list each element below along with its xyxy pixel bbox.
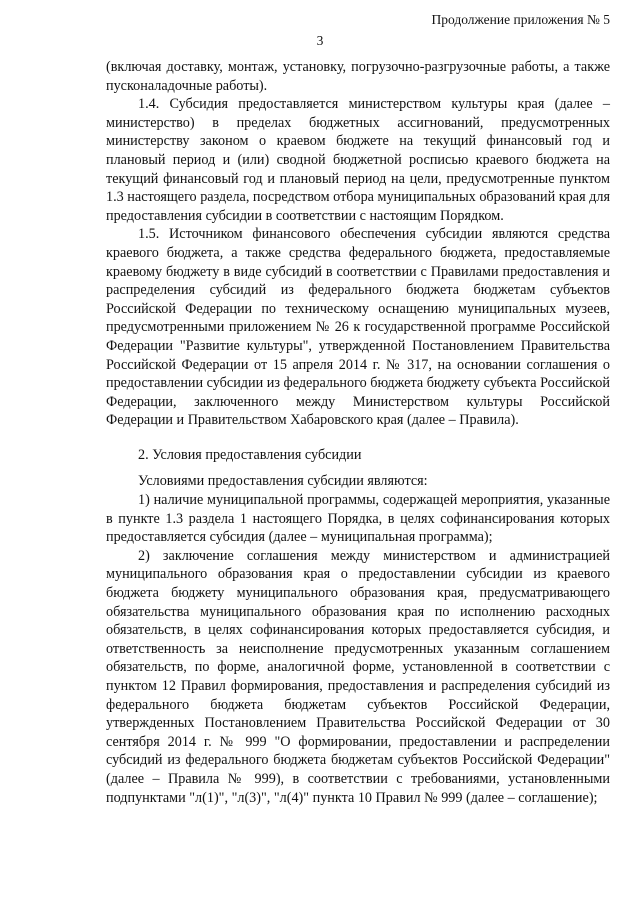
document-body: [106, 58, 610, 807]
section-heading: 2. Условия предоставления субсидии: [138, 446, 362, 463]
paragraph-1-5: 1.5. Источником финансового обеспечения субсидии являются средства краевого бюджета, а также средства федерального бюджета, предоставляемые краевому бюджету в виде субсидий в соответствии с Правилами предоставления и распределения субсидий из федерального бюджета бюджетам субъектов Российской Федерации по техническому оснащению муниципальных музеев, предусмотренными приложением № 26 к государственной программе Российской Федерации "Развитие культуры", утвержденной Постановлением Правительства Российской Федерации от 15 апреля 2014 г. № 317, на основании соглашения о предоставлении субсидии из федерального бюджета бюджету субъекта Российской Федерации, заключенного между Министерством культуры Российской Федерации и Правительством Хабаровского края (далее – Правила).: [106, 226, 610, 429]
conditions-intro: Условиями предоставления субсидии являются:: [138, 473, 428, 490]
continuation-label: Продолжение приложения № 5: [431, 12, 610, 27]
condition-1: 1) наличие муниципальной программы, содержащей мероприятия, указанные в пункте 1.3 раздела 1 настоящего Порядка, в целях софинансирования которых предоставляется субсидия (далее – муниципальная программа);: [106, 492, 610, 546]
condition-2: 2) заключение соглашения между министерством и администрацией муниципального образования края о предоставлении субсидии из краевого бюджета бюджету муниципального образования края, предусматривающего обязательства муниципального образования края по исполнению расходных обязательств, в целях софинансирования которых предоставляется субсидия, и ответственность за неисполнение предусмотренных указанным соглашением обязательств, по форме, аналогичной форме, установленной в соответствии с пунктом 12 Правил формирования, предоставления и распределения субсидий из федерального бюджета бюджетам субъектов Российской Федерации, утвержденных Постановлением Правительства Российской Федерации от 30 сентября 2014 г. № 999 "О формировании, предоставлении и распределении субсидий из федерального бюджета бюджетам субъектов Российской Федерации" (далее – Правила № 999), в соответствии с требованиями, установленными подпунктами "л(1)", "л(3)", "л(4)" пункта 10 Правил № 999 (далее – соглашение);: [106, 547, 610, 806]
paragraph-continuation: (включая доставку, монтаж, установку, погрузочно-разгрузочные работы, а также пусконаладочные работы).: [106, 59, 610, 94]
paragraph-1-4: 1.4. Субсидия предоставляется министерством культуры края (далее – министерство) в пределах бюджетных ассигнований, предусмотренных министерству законом о краевом бюджете на текущий финансовый год и плановый период и (или) сводной бюджетной росписью краевого бюджета на текущий финансовый год и плановый период на цели, предусмотренные пунктом 1.3 настоящего раздела, посредством отбора муниципальных образований края для предоставления субсидии в соответствии с настоящим Порядком.: [106, 96, 610, 224]
page-number: 3: [316, 33, 324, 48]
